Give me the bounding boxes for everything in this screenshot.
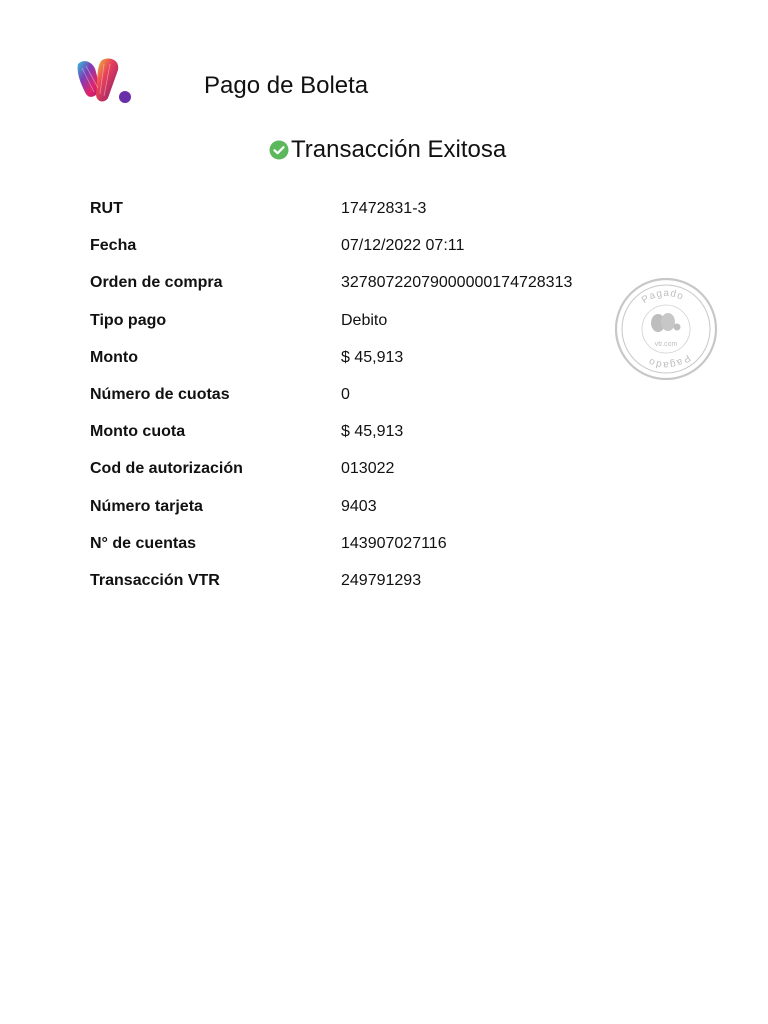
detail-label: Transacción VTR — [90, 571, 220, 589]
detail-row-fecha — [90, 234, 650, 271]
pagado-stamp-icon — [612, 278, 720, 380]
detail-value: $ 45,913 — [341, 348, 404, 366]
detail-label: Monto cuota — [90, 423, 186, 441]
svg-text:Pagado — [646, 352, 692, 370]
transaction-status — [269, 136, 506, 164]
vtr-logo-icon — [74, 58, 134, 106]
detail-row-orden-compra — [90, 271, 650, 308]
status-text: Transacción Exitosa — [291, 136, 507, 163]
svg-text:Pagado — [640, 288, 686, 306]
detail-row-numero-cuotas — [90, 383, 650, 420]
page-title: Pago de Boleta — [204, 72, 369, 99]
check-circle-icon — [269, 140, 289, 160]
detail-row-tipo-pago — [90, 309, 650, 346]
detail-row-monto-cuota — [90, 420, 650, 457]
transaction-details — [90, 197, 650, 606]
detail-row-numero-tarjeta — [90, 495, 650, 532]
detail-label: Orden de compra — [90, 274, 223, 292]
stamp-text-bottom: Pagado — [646, 351, 693, 371]
detail-label: Fecha — [90, 237, 137, 255]
detail-row-numero-cuentas — [90, 532, 650, 569]
detail-value: 249791293 — [341, 571, 422, 589]
detail-row-rut — [90, 197, 650, 234]
detail-value: 9403 — [341, 497, 377, 515]
stamp-brand: vtr.com — [654, 341, 678, 348]
stamp-text-top: Pagado — [639, 287, 686, 307]
detail-value: Debito — [341, 311, 388, 329]
detail-row-cod-autorizacion — [90, 457, 650, 494]
detail-value: 0 — [341, 385, 350, 403]
detail-label: Cod de autorización — [90, 460, 243, 478]
detail-value: 07/12/2022 07:11 — [341, 237, 465, 255]
detail-row-monto — [90, 346, 650, 383]
detail-label: Número de cuotas — [90, 385, 230, 403]
detail-label: RUT — [90, 200, 123, 217]
detail-value: $ 45,913 — [341, 423, 404, 441]
detail-value: 143907027116 — [341, 534, 447, 552]
detail-row-transaccion-vtr — [90, 569, 650, 606]
detail-value: 327807220790000001747283​13 — [341, 274, 573, 292]
detail-label: Número tarjeta — [90, 497, 203, 515]
detail-label: N° de cuentas — [90, 534, 196, 552]
detail-value: 013022 — [341, 460, 395, 478]
detail-label: Tipo pago — [90, 311, 167, 329]
detail-label: Monto — [90, 348, 138, 366]
detail-value: 17472831-3 — [341, 200, 427, 217]
